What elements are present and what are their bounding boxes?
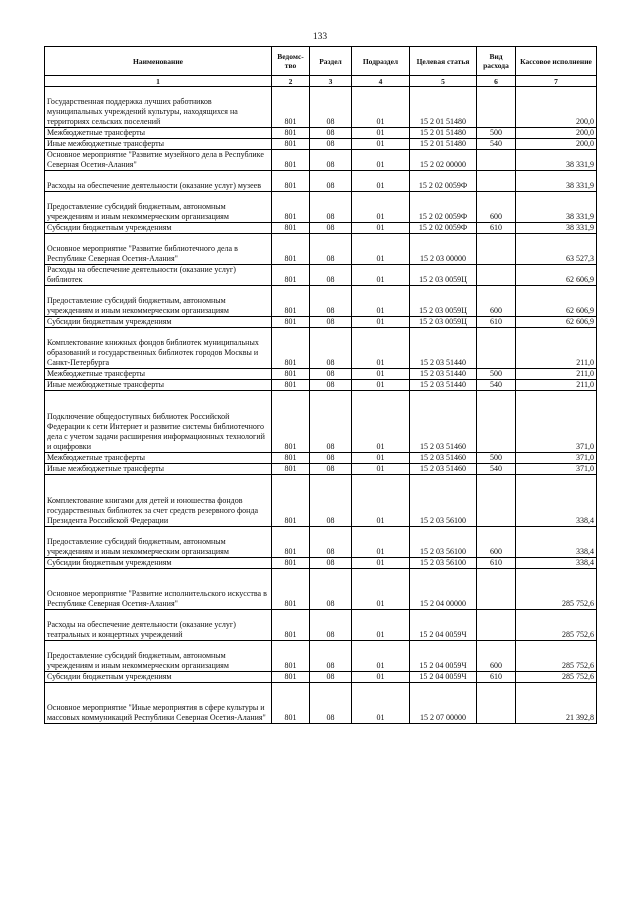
table-row <box>45 87 597 128</box>
header-razdel: Раздел <box>310 47 352 76</box>
table-row <box>45 171 597 192</box>
table-row <box>45 380 597 391</box>
cell-razdel: 08 <box>310 610 352 641</box>
cell-vr: 540 <box>477 380 516 391</box>
cell-ved: 801 <box>272 369 310 380</box>
column-number: 2 <box>272 76 310 87</box>
cell-name: Подключение общедоступных библиотек Российской Федерации к сети Интернет и развитие системы библиотечного дела с учетом задачи расширения информационных технологий и оцифровки <box>45 391 272 453</box>
cell-vr: 600 <box>477 641 516 672</box>
cell-csr: 15 2 02 00000 <box>410 150 477 171</box>
cell-name: Межбюджетные трансферты <box>45 453 272 464</box>
cell-name: Основное мероприятие "Развитие музейного дела в Республике Северная Осетия-Алания" <box>45 150 272 171</box>
cell-csr: 15 2 04 0059Ч <box>410 641 477 672</box>
cell-podrazdel: 01 <box>352 683 410 724</box>
table-row <box>45 641 597 672</box>
table-row <box>45 391 597 453</box>
cell-ved: 801 <box>272 171 310 192</box>
cell-podrazdel: 01 <box>352 641 410 672</box>
cell-razdel: 08 <box>310 192 352 223</box>
cell-razdel: 08 <box>310 328 352 369</box>
cell-ved: 801 <box>272 234 310 265</box>
cell-csr: 15 2 03 51440 <box>410 380 477 391</box>
cell-podrazdel: 01 <box>352 265 410 286</box>
cell-vr: 500 <box>477 369 516 380</box>
cell-name: Иные межбюджетные трансферты <box>45 380 272 391</box>
column-number: 3 <box>310 76 352 87</box>
cell-ved: 801 <box>272 475 310 527</box>
table-row <box>45 475 597 527</box>
cell-podrazdel: 01 <box>352 558 410 569</box>
cell-vr <box>477 569 516 610</box>
cell-csr: 15 2 03 0059Ц <box>410 317 477 328</box>
cell-razdel: 08 <box>310 641 352 672</box>
cell-sum: 371,0 <box>516 391 597 453</box>
cell-vr: 500 <box>477 128 516 139</box>
column-number: 1 <box>45 76 272 87</box>
cell-vr: 600 <box>477 192 516 223</box>
cell-csr: 15 2 03 56100 <box>410 475 477 527</box>
cell-razdel: 08 <box>310 223 352 234</box>
cell-sum: 285 752,6 <box>516 672 597 683</box>
cell-vr: 610 <box>477 223 516 234</box>
cell-razdel: 08 <box>310 683 352 724</box>
cell-csr: 15 2 01 51480 <box>410 128 477 139</box>
cell-razdel: 08 <box>310 672 352 683</box>
cell-csr: 15 2 03 00000 <box>410 234 477 265</box>
table-row <box>45 464 597 475</box>
cell-podrazdel: 01 <box>352 128 410 139</box>
cell-ved: 801 <box>272 192 310 223</box>
cell-razdel: 08 <box>310 150 352 171</box>
cell-vr: 610 <box>477 672 516 683</box>
cell-podrazdel: 01 <box>352 317 410 328</box>
cell-podrazdel: 01 <box>352 328 410 369</box>
header-podrazdel: Подраздел <box>352 47 410 76</box>
cell-vr <box>477 234 516 265</box>
cell-csr: 15 2 04 0059Ч <box>410 672 477 683</box>
header-vr: Вид расхода <box>477 47 516 76</box>
cell-razdel: 08 <box>310 391 352 453</box>
table-row <box>45 234 597 265</box>
cell-vr: 500 <box>477 453 516 464</box>
table-row <box>45 150 597 171</box>
cell-sum: 62 606,9 <box>516 265 597 286</box>
cell-sum: 338,4 <box>516 527 597 558</box>
cell-csr: 15 2 03 51460 <box>410 464 477 475</box>
cell-sum: 371,0 <box>516 453 597 464</box>
cell-sum: 211,0 <box>516 369 597 380</box>
table-row <box>45 569 597 610</box>
cell-vr <box>477 391 516 453</box>
cell-razdel: 08 <box>310 128 352 139</box>
cell-podrazdel: 01 <box>352 234 410 265</box>
cell-name: Предоставление субсидий бюджетным, автономным учреждениям и иным некоммерческим организациям <box>45 641 272 672</box>
table-row <box>45 558 597 569</box>
cell-razdel: 08 <box>310 265 352 286</box>
cell-sum: 371,0 <box>516 464 597 475</box>
cell-csr: 15 2 03 51440 <box>410 369 477 380</box>
cell-ved: 801 <box>272 150 310 171</box>
cell-vr <box>477 683 516 724</box>
cell-csr: 15 2 03 51460 <box>410 453 477 464</box>
cell-ved: 801 <box>272 317 310 328</box>
cell-name: Расходы на обеспечение деятельности (оказание услуг) музеев <box>45 171 272 192</box>
table-body <box>45 87 597 724</box>
cell-ved: 801 <box>272 223 310 234</box>
cell-sum: 38 331,9 <box>516 223 597 234</box>
column-number-row <box>45 76 597 87</box>
cell-razdel: 08 <box>310 558 352 569</box>
cell-name: Субсидии бюджетным учреждениям <box>45 558 272 569</box>
cell-name: Субсидии бюджетным учреждениям <box>45 317 272 328</box>
header-sum: Кассовое исполнение <box>516 47 597 76</box>
cell-sum: 38 331,9 <box>516 150 597 171</box>
header-csr: Целевая статья <box>410 47 477 76</box>
table-row <box>45 610 597 641</box>
cell-vr <box>477 328 516 369</box>
table-row <box>45 265 597 286</box>
cell-ved: 801 <box>272 610 310 641</box>
cell-ved: 801 <box>272 128 310 139</box>
cell-sum: 38 331,9 <box>516 171 597 192</box>
cell-csr: 15 2 02 0059Ф <box>410 171 477 192</box>
cell-ved: 801 <box>272 672 310 683</box>
cell-csr: 15 2 01 51480 <box>410 139 477 150</box>
cell-ved: 801 <box>272 391 310 453</box>
cell-podrazdel: 01 <box>352 369 410 380</box>
table-row <box>45 128 597 139</box>
cell-sum: 211,0 <box>516 380 597 391</box>
cell-csr: 15 2 03 56100 <box>410 558 477 569</box>
table-row <box>45 139 597 150</box>
cell-vr <box>477 150 516 171</box>
cell-podrazdel: 01 <box>352 192 410 223</box>
cell-sum: 211,0 <box>516 328 597 369</box>
cell-vr: 610 <box>477 558 516 569</box>
cell-ved: 801 <box>272 328 310 369</box>
cell-ved: 801 <box>272 286 310 317</box>
cell-name: Комплектование книжных фондов библиотек муниципальных образований и государственных библиотек городов Москвы и Санкт-Петербурга <box>45 328 272 369</box>
cell-sum: 285 752,6 <box>516 641 597 672</box>
cell-name: Межбюджетные трансферты <box>45 128 272 139</box>
cell-podrazdel: 01 <box>352 171 410 192</box>
table-row <box>45 453 597 464</box>
cell-csr: 15 2 03 0059Ц <box>410 286 477 317</box>
cell-ved: 801 <box>272 139 310 150</box>
cell-podrazdel: 01 <box>352 223 410 234</box>
cell-csr: 15 2 04 0059Ч <box>410 610 477 641</box>
table-row <box>45 683 597 724</box>
cell-name: Субсидии бюджетным учреждениям <box>45 223 272 234</box>
cell-csr: 15 2 02 0059Ф <box>410 223 477 234</box>
cell-vr: 600 <box>477 527 516 558</box>
cell-ved: 801 <box>272 265 310 286</box>
column-number: 6 <box>477 76 516 87</box>
page-number: 133 <box>312 32 328 42</box>
cell-sum: 21 392,8 <box>516 683 597 724</box>
cell-razdel: 08 <box>310 87 352 128</box>
table-row <box>45 223 597 234</box>
header-ved: Ведомс-тво <box>272 47 310 76</box>
cell-vr <box>477 87 516 128</box>
table-row <box>45 328 597 369</box>
column-number: 4 <box>352 76 410 87</box>
table-row <box>45 317 597 328</box>
cell-csr: 15 2 04 00000 <box>410 569 477 610</box>
cell-name: Иные межбюджетные трансферты <box>45 139 272 150</box>
cell-podrazdel: 01 <box>352 527 410 558</box>
cell-name: Основное мероприятие "Иные мероприятия в сфере культуры и массовых коммуникаций Республики Северная Осетия-Алания" <box>45 683 272 724</box>
cell-razdel: 08 <box>310 234 352 265</box>
table-row <box>45 192 597 223</box>
cell-csr: 15 2 03 51440 <box>410 328 477 369</box>
cell-razdel: 08 <box>310 527 352 558</box>
cell-sum: 285 752,6 <box>516 610 597 641</box>
table-row <box>45 672 597 683</box>
cell-vr: 600 <box>477 286 516 317</box>
cell-name: Расходы на обеспечение деятельности (оказание услуг) театральных и концертных учреждений <box>45 610 272 641</box>
cell-razdel: 08 <box>310 317 352 328</box>
cell-podrazdel: 01 <box>352 380 410 391</box>
cell-ved: 801 <box>272 453 310 464</box>
table-row <box>45 369 597 380</box>
header-row <box>45 47 597 76</box>
cell-podrazdel: 01 <box>352 391 410 453</box>
cell-name: Основное мероприятие "Развитие библиотечного дела в Республике Северная Осетия-Алания" <box>45 234 272 265</box>
cell-ved: 801 <box>272 641 310 672</box>
cell-csr: 15 2 02 0059Ф <box>410 192 477 223</box>
cell-razdel: 08 <box>310 464 352 475</box>
cell-name: Расходы на обеспечение деятельности (оказание услуг) библиотек <box>45 265 272 286</box>
cell-ved: 801 <box>272 380 310 391</box>
cell-podrazdel: 01 <box>352 610 410 641</box>
cell-name: Комплектование книгами для детей и юношества фондов государственных библиотек за счет средств резервного фонда Президента Российской Федерации <box>45 475 272 527</box>
column-number: 5 <box>410 76 477 87</box>
budget-table <box>44 46 597 724</box>
cell-vr <box>477 475 516 527</box>
column-number: 7 <box>516 76 597 87</box>
cell-csr: 15 2 03 0059Ц <box>410 265 477 286</box>
cell-sum: 338,4 <box>516 558 597 569</box>
cell-csr: 15 2 03 51460 <box>410 391 477 453</box>
cell-vr: 610 <box>477 317 516 328</box>
cell-podrazdel: 01 <box>352 464 410 475</box>
cell-podrazdel: 01 <box>352 87 410 128</box>
cell-podrazdel: 01 <box>352 475 410 527</box>
cell-podrazdel: 01 <box>352 286 410 317</box>
cell-podrazdel: 01 <box>352 672 410 683</box>
cell-sum: 200,0 <box>516 87 597 128</box>
cell-razdel: 08 <box>310 369 352 380</box>
cell-podrazdel: 01 <box>352 453 410 464</box>
cell-razdel: 08 <box>310 569 352 610</box>
cell-sum: 63 527,3 <box>516 234 597 265</box>
cell-razdel: 08 <box>310 286 352 317</box>
table-row <box>45 527 597 558</box>
cell-sum: 285 752,6 <box>516 569 597 610</box>
cell-sum: 62 606,9 <box>516 317 597 328</box>
cell-name: Государственная поддержка лучших работников муниципальных учреждений культуры, находящихся на территориях сельских поселений <box>45 87 272 128</box>
cell-vr: 540 <box>477 139 516 150</box>
cell-ved: 801 <box>272 569 310 610</box>
cell-razdel: 08 <box>310 380 352 391</box>
cell-sum: 338,4 <box>516 475 597 527</box>
cell-name: Субсидии бюджетным учреждениям <box>45 672 272 683</box>
cell-sum: 200,0 <box>516 139 597 150</box>
cell-name: Предоставление субсидий бюджетным, автономным учреждениям и иным некоммерческим организациям <box>45 286 272 317</box>
table-row <box>45 286 597 317</box>
cell-razdel: 08 <box>310 171 352 192</box>
cell-ved: 801 <box>272 464 310 475</box>
cell-name: Основное мероприятие "Развитие исполнительского искусства в Республике Северная Осетия-Алания" <box>45 569 272 610</box>
cell-razdel: 08 <box>310 453 352 464</box>
cell-vr <box>477 171 516 192</box>
cell-name: Предоставление субсидий бюджетным, автономным учреждениям и иным некоммерческим организациям <box>45 192 272 223</box>
cell-vr <box>477 610 516 641</box>
cell-csr: 15 2 03 56100 <box>410 527 477 558</box>
cell-sum: 62 606,9 <box>516 286 597 317</box>
cell-name: Предоставление субсидий бюджетным, автономным учреждениям и иным некоммерческим организациям <box>45 527 272 558</box>
cell-name: Иные межбюджетные трансферты <box>45 464 272 475</box>
cell-name: Межбюджетные трансферты <box>45 369 272 380</box>
cell-ved: 801 <box>272 527 310 558</box>
cell-razdel: 08 <box>310 139 352 150</box>
header-name: Наименование <box>45 47 272 76</box>
cell-razdel: 08 <box>310 475 352 527</box>
cell-csr: 15 2 07 00000 <box>410 683 477 724</box>
cell-ved: 801 <box>272 683 310 724</box>
cell-sum: 200,0 <box>516 128 597 139</box>
cell-ved: 801 <box>272 558 310 569</box>
cell-vr: 540 <box>477 464 516 475</box>
cell-ved: 801 <box>272 87 310 128</box>
cell-sum: 38 331,9 <box>516 192 597 223</box>
cell-podrazdel: 01 <box>352 139 410 150</box>
cell-vr <box>477 265 516 286</box>
cell-csr: 15 2 01 51480 <box>410 87 477 128</box>
cell-podrazdel: 01 <box>352 150 410 171</box>
cell-podrazdel: 01 <box>352 569 410 610</box>
